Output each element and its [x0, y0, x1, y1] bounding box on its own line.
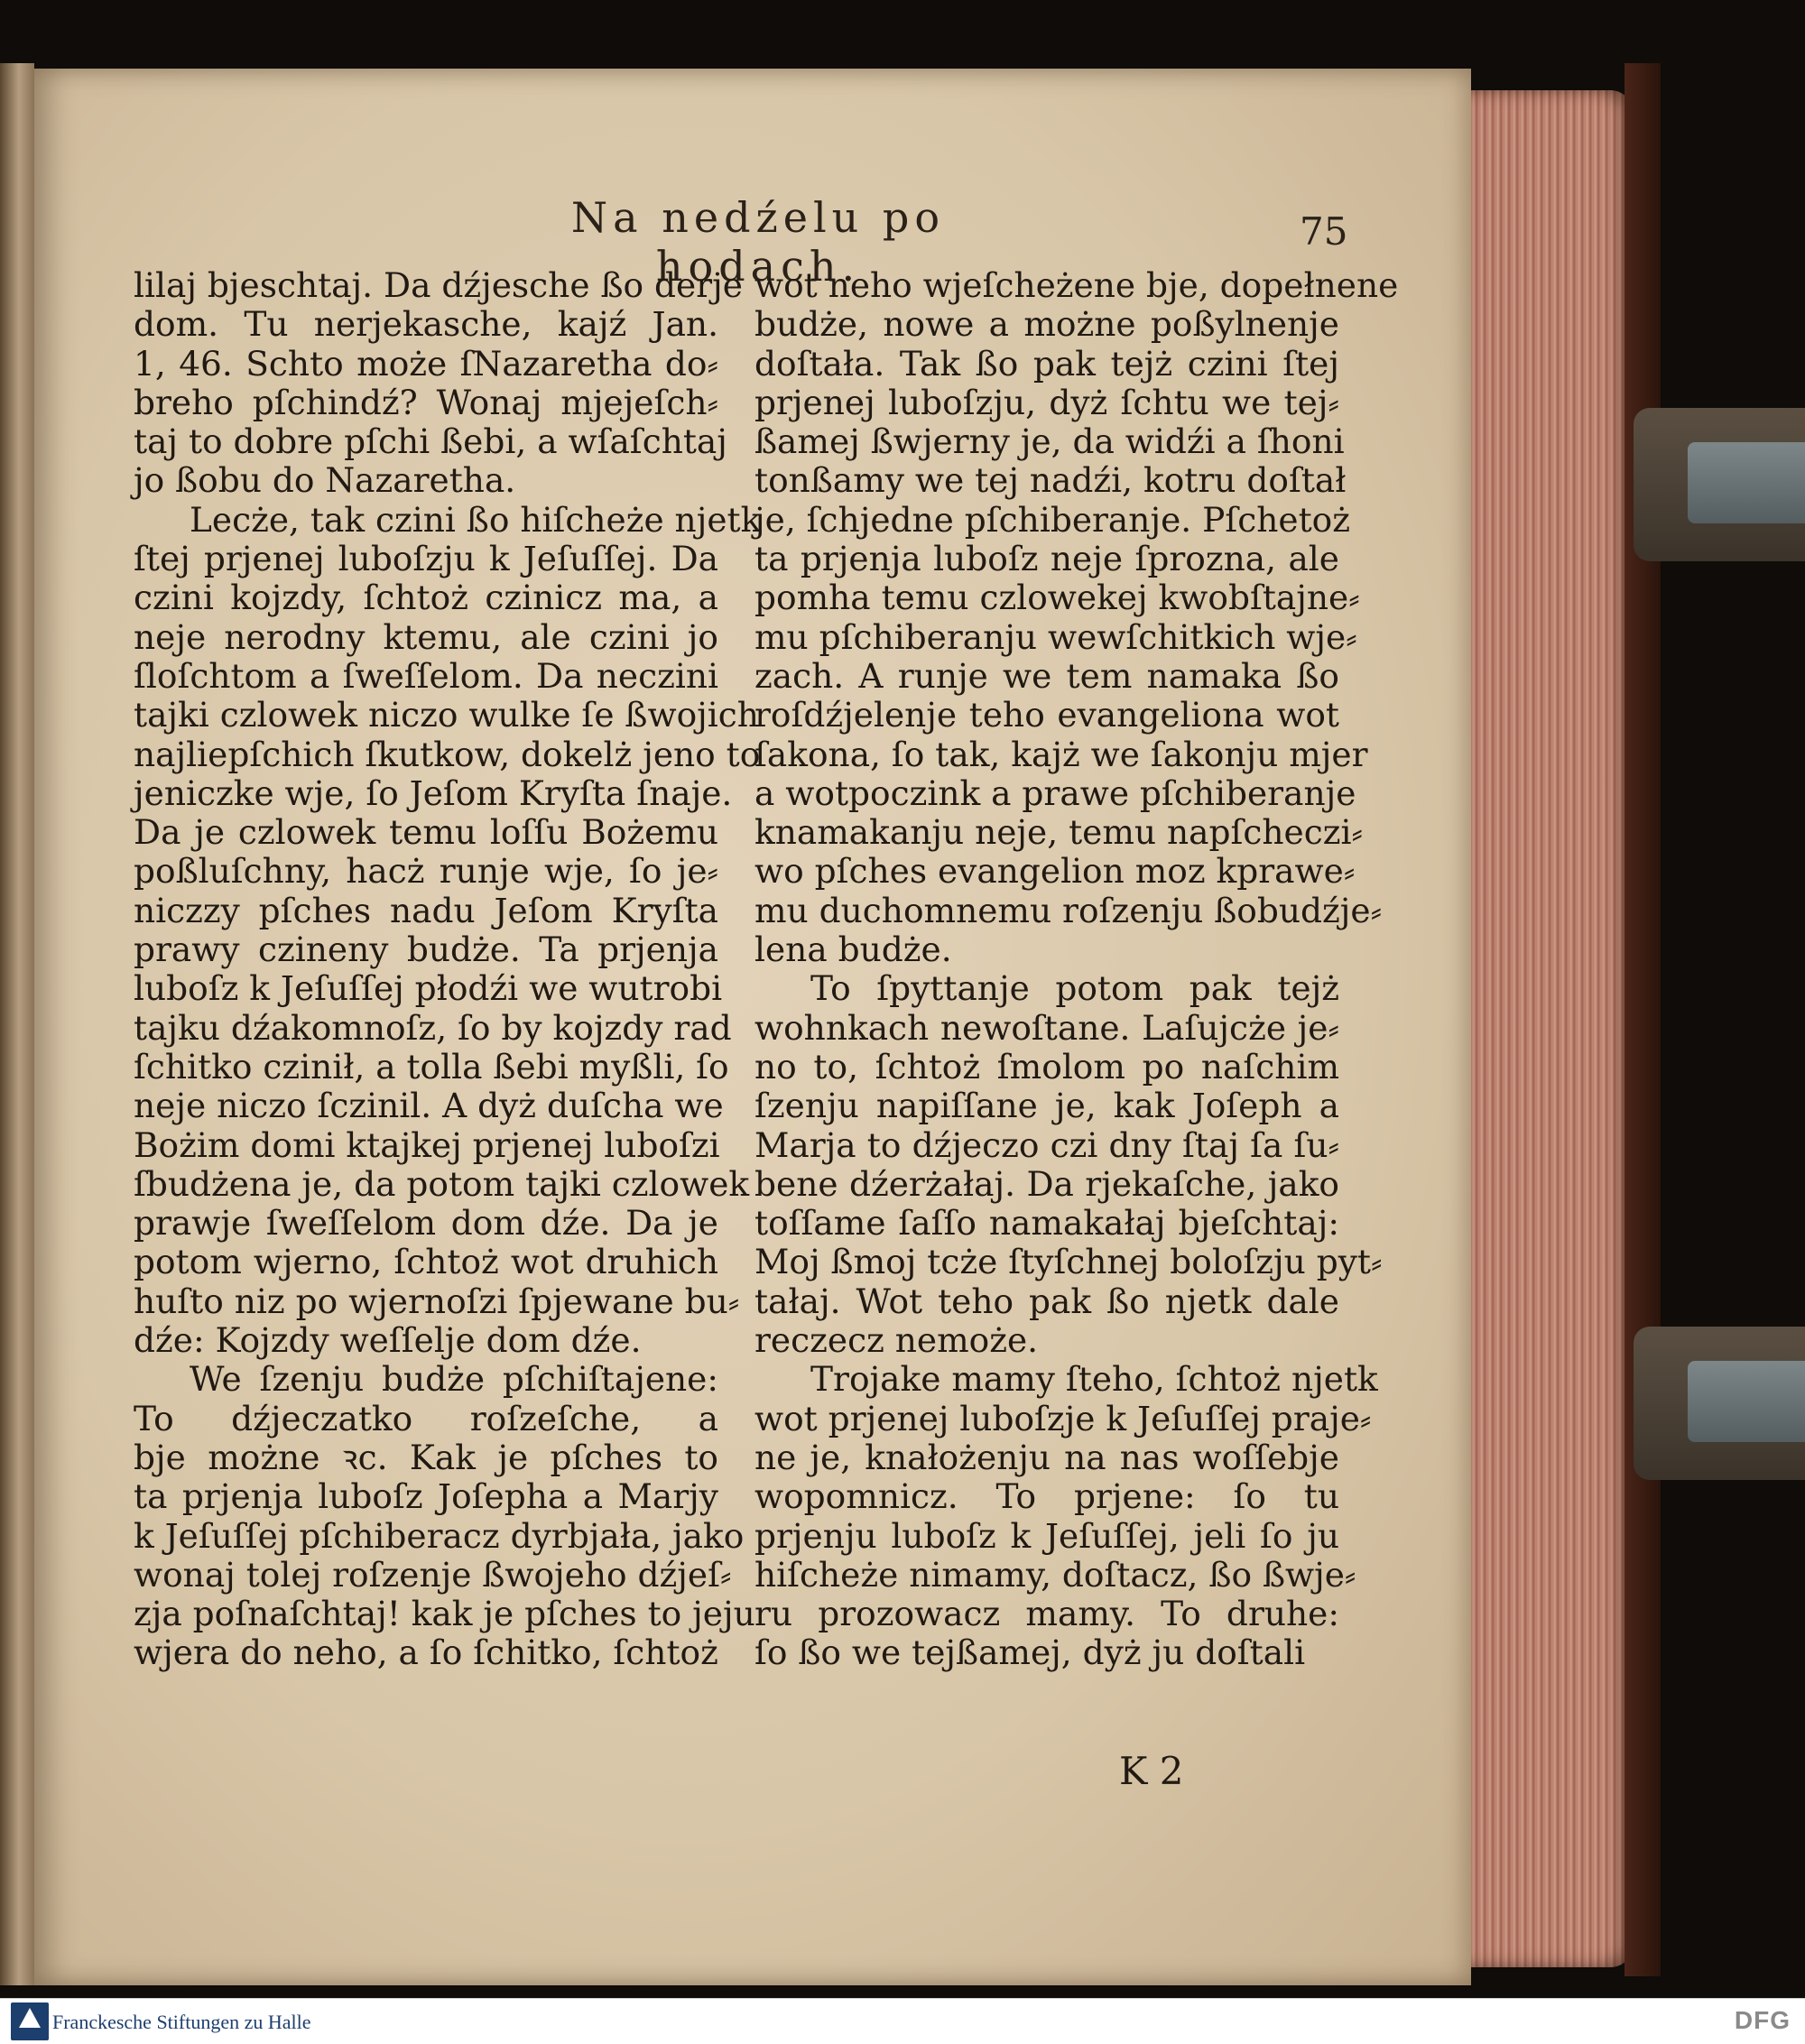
text-line: zja poſnaſchtaj! kak je pſches to jeju	[134, 1594, 755, 1634]
text-line: lena budże.	[754, 930, 952, 970]
text-line: ne je, knałożenju na nas woſſebje	[754, 1437, 1339, 1477]
text-line: tajki czlowek niczo wulke ſe ßwojich	[134, 695, 759, 735]
signature-mark: K 2	[1119, 1749, 1184, 1793]
text-line: wo pſches evangelion moz kprawe⸗	[754, 851, 1356, 892]
text-line: mu pſchiberanju wewſchitkich wje⸗	[754, 616, 1357, 657]
text-line: bje możne ꝛc. Kak je pſches to	[134, 1437, 718, 1477]
text-line: To ſpyttanje potom pak tejż	[810, 968, 1339, 1009]
text-line: je, ſchjedne pſchiberanje. Pſchetoż	[754, 499, 1350, 540]
text-line: Trojake mamy ſteho, ſchtoż njetk	[810, 1359, 1378, 1400]
text-line: neje niczo ſczinil. A dyż duſcha we	[134, 1086, 724, 1126]
text-line: no to, ſchtoż ſmolom po naſchim	[754, 1046, 1339, 1087]
text-line: ſzenju napiſſane je, kak Joſeph a	[754, 1086, 1339, 1126]
text-line: jeniczke wje, ſo Jeſom Kryſta ſnaje.	[134, 772, 733, 813]
viewer-footer	[0, 1998, 1805, 2044]
text-line: ſbudżena je, da potom tajki czlowek	[134, 1163, 750, 1204]
text-line: hiſcheże nimamy, doſtacz, ßo ßwje⸗	[754, 1554, 1356, 1595]
text-line: zach. A runje we tem namaka ßo	[754, 655, 1339, 696]
text-line: dźe: Kojzdy weſſelje dom dźe.	[134, 1320, 642, 1361]
text-line: bene dźerżałaj. Da rjekaſche, jako	[754, 1163, 1339, 1204]
text-line: Marja to dźjeczo czi dny ſtaj ſa ſu⸗	[754, 1124, 1339, 1165]
text-line: niczzy pſches nadu Jeſom Kryſta	[134, 890, 718, 930]
right-column	[754, 265, 1399, 1673]
text-line: ſakona, ſo tak, kajż we ſakonju mjer	[754, 734, 1368, 774]
running-head: Na nedźelu po hodach.	[570, 193, 946, 291]
text-line: neje nerodny ktemu, ale czini jo	[134, 616, 718, 657]
dfg-logo: DFG	[1734, 2006, 1791, 2034]
page-number: 75	[1300, 209, 1348, 254]
text-line: mu duchomnemu roſzenju ßobudźje⸗	[754, 890, 1383, 930]
facing-page-edge	[0, 63, 34, 1985]
text-line: jo ßobu do Nazaretha.	[134, 460, 516, 501]
text-line: prjenju luboſz k Jeſuſſej, jeli ſo ju	[754, 1515, 1339, 1556]
text-line: Bożim domi ktajkej prjenej luboſzi	[134, 1124, 720, 1165]
text-line: wot neho wjeſcheżene bje, dopełnene	[754, 265, 1399, 305]
foundation-logo-icon	[11, 2002, 49, 2040]
text-line: tonßamy we tej nadźi, kotru doſtał	[754, 460, 1347, 501]
text-line: prawy czineny budże. Ta prjenja	[134, 930, 718, 970]
text-line: ſloſchtom a ſweſſelom. Da neczini	[134, 655, 718, 696]
text-line: ſo ßo we tejßamej, dyż ju doſtali	[754, 1632, 1306, 1673]
text-line: ſtej prjenej luboſzju k Jeſuſſej. Da	[134, 539, 718, 579]
fore-edge	[1471, 90, 1634, 1967]
text-line: wot prjenej luboſzje k Jeſuſſej praje⸗	[754, 1398, 1372, 1438]
text-line: najliepſchich ſkutkow, dokelż jeno to	[134, 734, 761, 774]
text-line: wonaj tolej roſzenje ßwojeho dźjeſ⸗	[134, 1554, 732, 1595]
text-line: knamakanju neje, temu napſcheczi⸗	[754, 812, 1363, 853]
text-line: Lecże, tak czini ßo hiſcheże njetk	[190, 499, 762, 540]
book-cover	[1624, 63, 1661, 1976]
text-line: dom. Tu nerjekasche, kajź Jan.	[134, 304, 718, 345]
clasp-plate	[1688, 1361, 1805, 1442]
text-line: ta prjenja luboſz Joſepha a Marjy	[134, 1476, 718, 1517]
text-line: czini kojzdy, ſchtoż czinicz ma, a	[134, 578, 718, 618]
clasp-lower	[1634, 1327, 1805, 1480]
text-line: potom wjerno, ſchtoż wot druhich	[134, 1242, 718, 1282]
text-line: prjenej luboſzju, dyż ſchtu we tej⸗	[754, 382, 1339, 422]
text-line: To dźjeczatko roſzeſche, a	[134, 1398, 718, 1438]
text-line: luboſz k Jeſuſſej płodźi we wutrobi	[134, 968, 723, 1009]
text-line: 1, 46. Schto może ſNazaretha do⸗	[134, 343, 718, 384]
text-line: a wotpoczink a prawe pſchiberanje	[754, 772, 1356, 813]
text-line: prawje ſweſſelom dom dźe. Da je	[134, 1203, 718, 1244]
clasp-upper	[1634, 408, 1805, 561]
text-line: pomha temu czlowekej kwobſtajne⸗	[754, 578, 1360, 618]
text-line: ta prjenja luboſz neje ſprozna, ale	[754, 539, 1339, 579]
text-line: ßamej ßwjerny je, da widźi a ſhoni	[754, 421, 1345, 462]
text-line: huſto niz po wjernoſzi ſpjewane bu⸗	[134, 1281, 740, 1321]
text-line: k Jeſuſſej pſchiberacz dyrbjała, jako	[134, 1515, 745, 1556]
text-line: breho pſchindź? Wonaj mjejeſch⸗	[134, 382, 718, 422]
text-line: wohnkach newoſtane. Laſujcże je⸗	[754, 1007, 1339, 1048]
text-line: Moj ßmoj tcże ſtyſchnej boloſzju pyt⸗	[754, 1242, 1383, 1282]
text-line: We ſzenju budże pſchiſtajene:	[190, 1359, 718, 1400]
institution-name: Franckesche Stiftungen zu Halle	[52, 2011, 311, 2033]
text-line: ru prozowacz mamy. To druhe:	[754, 1594, 1339, 1634]
text-line: toſſame ſaſſo namakałaj bjeſchtaj:	[754, 1203, 1339, 1244]
text-line: wopomnicz. To prjene: ſo tu	[754, 1476, 1339, 1517]
text-line: ſchitko czinił, a tolla ßebi myßli, ſo	[134, 1046, 729, 1087]
text-line: tałaj. Wot teho pak ßo njetk dale	[754, 1281, 1339, 1321]
text-line: wjera do neho, a ſo ſchitko, ſchtoż	[134, 1632, 718, 1673]
text-line: roſdźjelenje teho evangeliona wot	[754, 695, 1339, 735]
clasp-plate	[1688, 442, 1805, 523]
left-column	[134, 265, 762, 1673]
text-line: tajku dźakomnoſz, ſo by kojzdy rad	[134, 1007, 732, 1048]
text-line: budże, nowe a możne poßylnenje	[754, 304, 1339, 345]
text-line: reczecz nemoże.	[754, 1320, 1039, 1361]
text-line: doſtała. Tak ßo pak tejż czini ſtej	[754, 343, 1339, 384]
text-line: Da je czlowek temu loſſu Bożemu	[134, 812, 718, 853]
text-line: taj to dobre pſchi ßebi, a wſaſchtaj	[134, 421, 727, 462]
text-line: lilaj bjeschtaj. Da dźjesche ßo derje	[134, 265, 743, 305]
text-line: poßluſchny, hacż runje wje, ſo je⸗	[134, 851, 718, 892]
